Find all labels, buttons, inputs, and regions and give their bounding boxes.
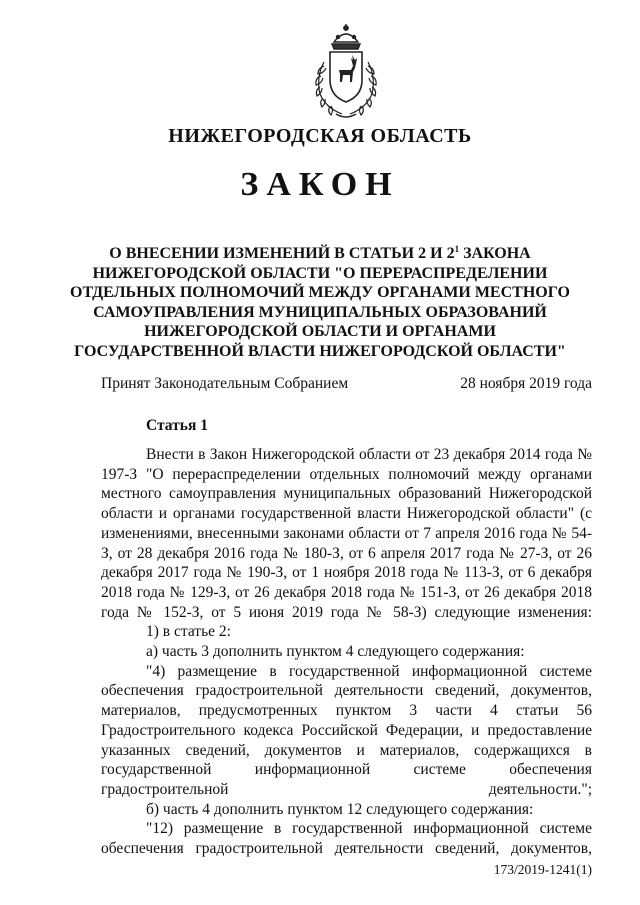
paragraph: "12) размещение в государственной информационной системе обеспечения градостроительной деятельности сведений, документов, (101, 820, 592, 858)
paragraph: 1) в статье 2: (146, 623, 231, 641)
article-body (101, 445, 592, 859)
document-type: ЗАКОН (240, 166, 400, 203)
subject-text-end: ЗАКОНА НИЖЕГОРОДСКОЙ ОБЛАСТИ "О ПЕРЕРАСПРЕДЕЛЕНИИ ОТДЕЛЬНЫХ ПОЛНОМОЧИЙ МЕЖДУ ОРГАНАМИ МЕСТНОГО САМОУПРАВЛЕНИЯ МУНИЦИПАЛЬНЫХ ОБРАЗОВАНИЙ НИЖЕГОРОДСКОЙ ОБЛАСТИ И ОРГАНАМИ ГОСУДАРСТВЕННОЙ ВЛАСТИ НИЖЕГОРОДСКОЙ ОБЛАСТИ" (70, 245, 570, 360)
region-name: НИЖЕГОРОДСКАЯ ОБЛАСТЬ (168, 125, 472, 147)
law-subject-heading (60, 244, 580, 361)
paragraph: а) часть 3 дополнить пунктом 4 следующего содержания: (146, 643, 525, 661)
paragraph: Внести в Закон Нижегородской области от 23 декабря 2014 года № 197-З "О перераспределении отдельных полномочий между органами местного самоуправления муниципальных образований Нижегородской области и органами государственной власти Нижегородской области" (с изменениями, внесенными законами области от 7 апреля 2016 года № 54-З, от 28 декабря 2016 года № 180-З, от 6 апреля 2017 года № 27-З, от 26 декабря 2017 года № 190-З, от 1 ноября 2018 года № 113-З, от 6 декабря 2018 года № 129-З, от 26 декабря 2018 года № 151-З, от 26 декабря 2018 года № 152-З, от 5 июня 2019 года № 58-З) следующие изменения: (101, 446, 592, 621)
paragraph: "4) размещение в государственной информационной системе обеспечения градостроительной деятельности сведений, документов, материалов, предусмотренных пунктом 3 части 4 статьи 56 Градостроительного кодекса Российской Федерации, и предоставление указанных сведений, документов и материалов, содержащихся в государственной информационной системе обеспечения градостроительной деятельности."; (101, 662, 592, 798)
subject-text-start: О ВНЕСЕНИИ ИЗМЕНЕНИЙ В СТАТЬИ 2 И 2 (109, 245, 455, 262)
paragraph: б) часть 4 дополнить пунктом 12 следующего содержания: (146, 800, 534, 818)
article-heading: Статья 1 (146, 417, 208, 434)
adoption-date: 28 ноября 2019 года (460, 375, 592, 392)
adopted-by: Принят Законодательным Собранием (101, 375, 349, 392)
document-code: 173/2019-1241(1) (493, 862, 592, 877)
coat-of-arms-icon (306, 22, 386, 122)
subject-superscript: 1 (454, 244, 460, 254)
